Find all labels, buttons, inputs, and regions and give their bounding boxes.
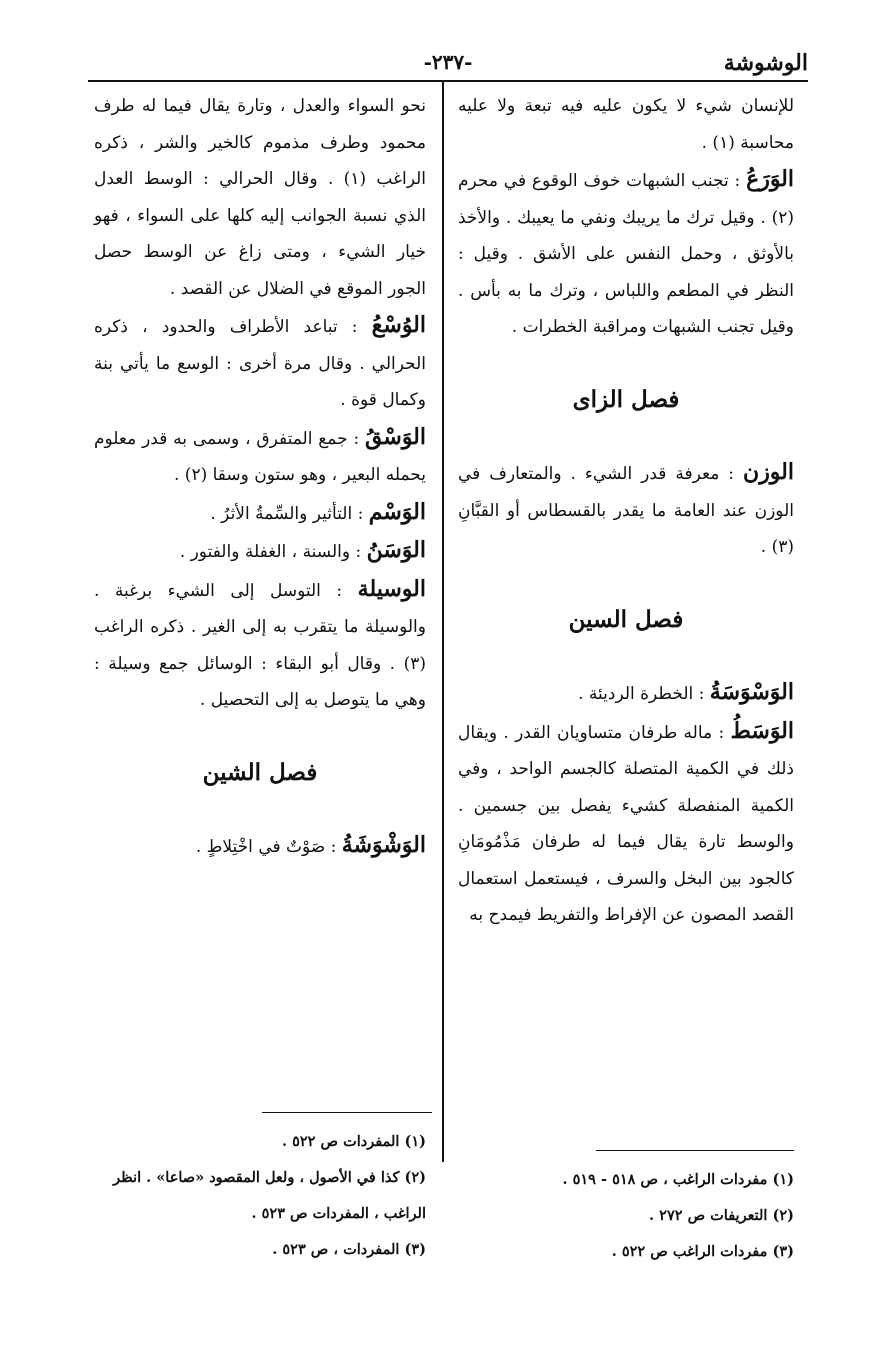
footnote: (٢) التعريفات ص ٢٧٢ . xyxy=(649,1207,794,1224)
footnote: (٣) المفردات ، ص ٥٢٣ . xyxy=(272,1241,426,1258)
section-title-sin: فصل السين xyxy=(568,605,684,633)
entry-waswasa xyxy=(458,674,794,713)
entry-definition: : تباعد الأطراف والحدود ، ذكره الحرالي . وقال مرة أخرى : الوسع ما يأتي بنة وكمال قوة . xyxy=(94,317,426,410)
entry-term: الوَسْم xyxy=(368,498,426,525)
entry-wasat xyxy=(458,713,794,934)
footnotes-right xyxy=(458,1162,794,1270)
entry-washwasha xyxy=(94,827,426,866)
entry-term: الوَشْوَشَةُ xyxy=(341,832,426,858)
entry-definition: : والسنة ، الغفلة والفتور . xyxy=(179,542,367,562)
page-header xyxy=(88,44,808,80)
entry-definition: : الخطرة الرديئة . xyxy=(578,684,710,704)
running-head: الوشوشة xyxy=(723,50,808,76)
paragraph: للإنسان شيء لا يكون عليه فيه تبعة ولا عليه محاسبة (١) . xyxy=(458,96,794,153)
entry-wusa xyxy=(94,307,426,419)
entry-definition: : التأثير والسِّمةُ الأثرُ . xyxy=(210,503,369,524)
entry-definition: : معرفة قدر الشيء . والمتعارف في الوزن عند العامة ما يقدر بالقسطاس أو القبَّانِ (٣) . xyxy=(458,464,794,557)
entry-wara xyxy=(458,161,794,346)
entry-term: الوَسَنُ xyxy=(366,537,426,563)
entry-wasila xyxy=(94,571,426,719)
column-divider xyxy=(442,82,444,1162)
footnote: (١) مفردات الراغب ، ص ٥١٨ - ٥١٩ . xyxy=(562,1171,794,1188)
paragraph: نحو السواء والعدل ، وتارة يقال فيما له طرف محمود وطرف مذموم كالخير والشر ، ذكره الراغب (١) . وقال الحرالي : الوسط العدل الذي نسبة الجوانب إليه كلها على السواء ، فهو خيار الشيء ، ومتى زاغ عن الوسط حصل الجور الموقع في الضلال عن القصد . xyxy=(94,96,427,299)
entry-term: الوسيلة xyxy=(357,575,426,602)
entry-term: الوَسْقُ xyxy=(365,423,426,450)
entry-definition: : التوسل إلى الشيء برغبة . والوسيلة ما يتقرب به إلى الغير . ذكره الراغب (٣) . وقال أبو البقاء : الوسائل جمع وسيلة : وهي ما يتوصل به إلى التحصيل . xyxy=(94,580,426,710)
entry-term: الوَسْوَسَةُ xyxy=(709,679,794,705)
footnote-rule-right xyxy=(596,1150,794,1151)
footnote-rule-left xyxy=(262,1112,432,1113)
entry-wasq xyxy=(94,419,426,494)
entry-term: الوَرَعُ xyxy=(746,166,794,192)
footnote: (١) المفردات ص ٥٢٢ . xyxy=(282,1133,426,1150)
section-title-shin: فصل الشين xyxy=(202,758,318,786)
footnote: (٣) مفردات الراغب ص ٥٢٢ . xyxy=(611,1243,794,1260)
left-column xyxy=(94,88,426,866)
entry-definition: : ماله طرفان متساويان القدر . ويقال ذلك في الكمية المتصلة كالجسم الواحد ، وفي الكمية المنفصلة كشيء يفصل بين جسمين . والوسط تارة يقال فيما له طرفان مَذْمُومَانِ كالجود بين البخل والسرف ، فيستعمل استعمال القصد المصون عن الإفراط والتفريط فيمدح به xyxy=(458,722,794,925)
right-column xyxy=(458,88,794,934)
section-title-zay: فصل الزاى xyxy=(572,385,680,413)
page-number: -٢٣٧- xyxy=(423,50,473,74)
entry-definition: : تجنب الشبهات خوف الوقوع في محرم (٢) . وقيل ترك ما يريبك ونفي ما يعيبك . والأخذ بالأوثق ، وحمل النفس على الأشق . وقيل : النظر في المطعم واللباس ، وترك ما به بأس . وقيل تجنب الشبهات ومراقبة الخطرات . xyxy=(458,171,794,337)
footnote: (٢) كذا في الأصول ، ولعل المقصود «صاعا» . انظر الراغب ، المفردات ص ٥٢٣ . xyxy=(113,1169,426,1222)
entry-wasan xyxy=(94,532,426,571)
entry-wasm xyxy=(94,494,426,533)
entry-definition: : جمع المتفرق ، وسمى به قدر معلوم يحمله البعير ، وهو ستون وسقا (٢) . xyxy=(94,428,426,485)
entry-term: الوُسْعُ xyxy=(371,312,426,338)
entry-term: الوزن xyxy=(743,459,794,485)
header-rule xyxy=(88,80,808,82)
entry-term: الوَسَطُ xyxy=(730,717,794,744)
entry-wazn xyxy=(458,454,794,566)
footnotes-left xyxy=(88,1124,426,1268)
entry-definition: : صَوْتٌ في اخْتِلاطٍ . xyxy=(195,837,342,857)
